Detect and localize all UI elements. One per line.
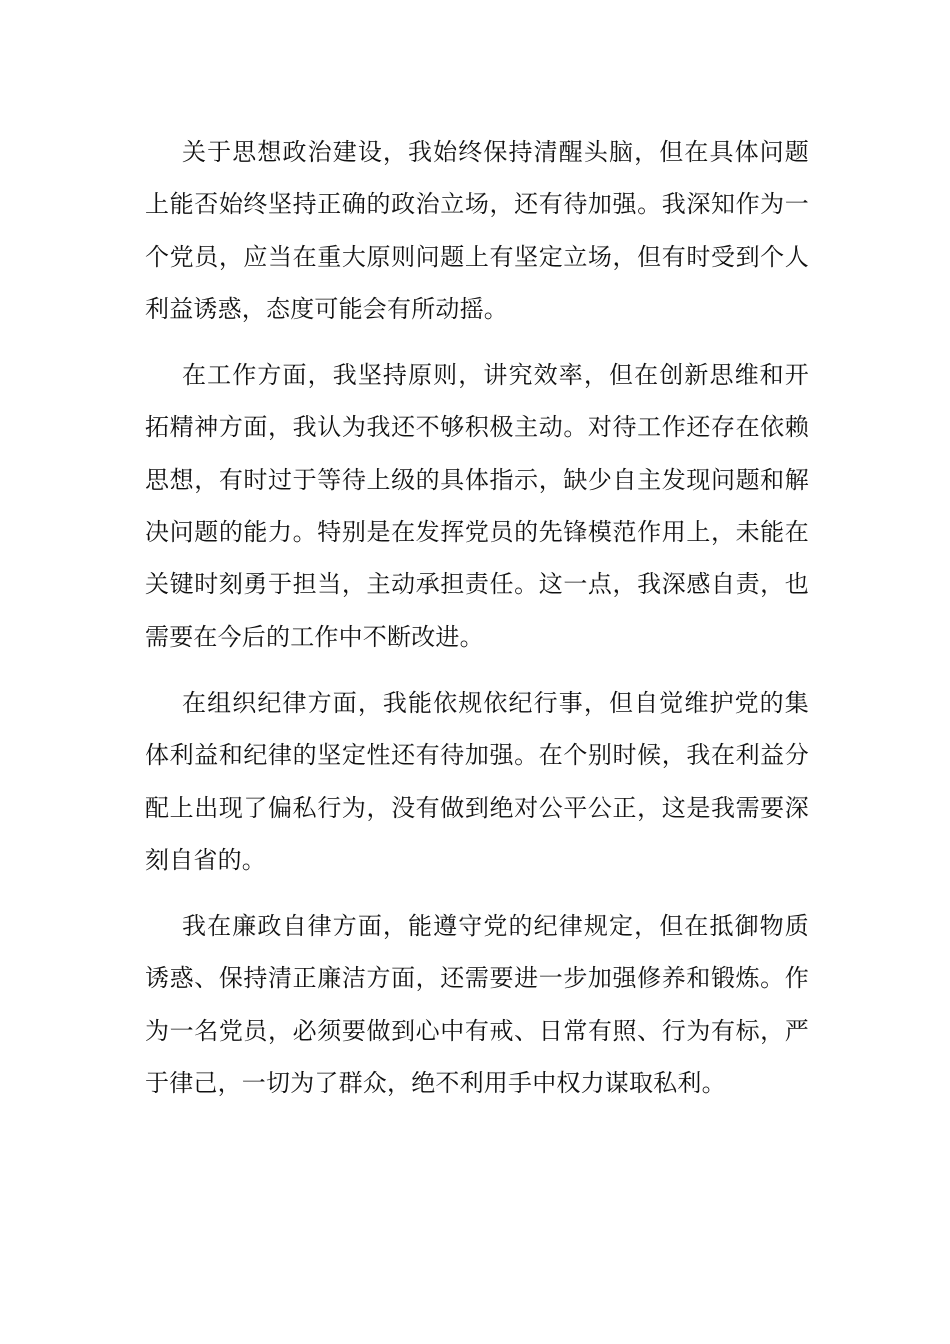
document-body (145, 126, 809, 1123)
paragraph-work: 在工作方面，我坚持原则，讲究效率，但在创新思维和开拓精神方面，我认为我还不够积极主动。对待工作还存在依赖思想，有时过于等待上级的具体指示，缺少自主发现问题和解决问题的能力。特别是在发挥党员的先锋模范作用上，未能在关键时刻勇于担当，主动承担责任。这一点，我深感自责，也需要在今后的工作中不断改进。 (145, 361, 809, 651)
paragraph-organizational-discipline: 在组织纪律方面，我能依规依纪行事，但自觉维护党的集体利益和纪律的坚定性还有待加强。在个别时候，我在利益分配上出现了偏私行为，没有做到绝对公平公正，这是我需要深刻自省的。 (145, 688, 809, 874)
paragraph-political-building: 关于思想政治建设，我始终保持清醒头脑，但在具体问题上能否始终坚持正确的政治立场，还有待加强。我深知作为一个党员，应当在重大原则问题上有坚定立场，但有时受到个人利益诱惑，态度可能会有所动摇。 (145, 138, 809, 323)
paragraph-integrity-self-discipline: 我在廉政自律方面，能遵守党的纪律规定，但在抵御物质诱惑、保持清正廉洁方面，还需要进一步加强修养和锻炼。作为一名党员，必须要做到心中有戒、日常有照、行为有标，严于律己，一切为了群众，绝不利用手中权力谋取私利。 (145, 912, 809, 1098)
